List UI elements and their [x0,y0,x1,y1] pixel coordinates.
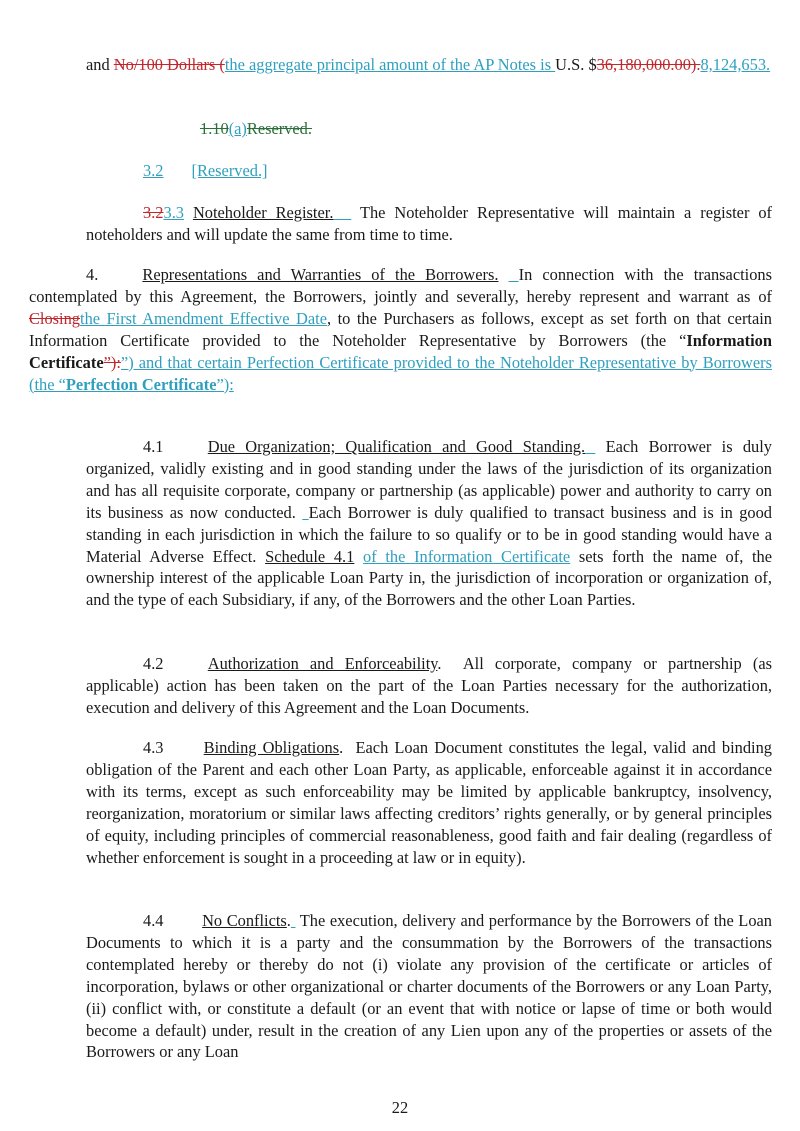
section-3-2-number: 3.2 [143,161,164,180]
inserted-aggregate-text: the aggregate principal amount of the AP Notes is [224,55,556,74]
deleted-reserved: Reserved. [246,119,312,138]
inserted-3-3-number: 3.3 [163,203,184,222]
section-4-3-number: 4.3 [143,738,164,757]
inserted-effective-date: the First Amendment Effective Date [80,308,327,328]
section-4-number: 4. [86,265,99,284]
section-4-title: Representations and Warranties of the Borrowers. [142,265,499,284]
dollar-sign: $ [588,55,597,74]
section-1-10-deleted [200,118,312,140]
section-3-2 [143,160,268,182]
intro-us: U.S. [555,55,585,74]
intro-paragraph [86,54,772,76]
section-4-3-title: Binding Obligations [203,738,340,757]
section-4-1-text-1: Each Borrower is duly organized, validly existing and in good standing under the laws of the jurisdiction of its organization and has all requisite corporate, company or partnership (as applicable) power and authority to carry on its business as now conducted. [86,437,772,522]
deleted-closing: Closing [29,308,81,328]
deleted-1-10: 1.10 [200,119,229,138]
intro-and: and [86,55,110,74]
section-4-1-title: Due Organization; Qualification and Good Standing. [207,437,586,456]
section-4-2: 4.2 Authorization and Enforceability. All corporate, company or partnership (as applicable) action has been taken on the part of the Loan Parties necessary for the authorization, execution and delivery of this Agreement and the Loan Documents. [86,654,772,717]
section-4-1-number: 4.1 [143,437,164,456]
section-4-3-body: Each Loan Document constitutes the legal, valid and binding obligation of the Parent and each other Loan Party, as applicable, enforceable against it in accordance with its terms, except as such enforceability may be limited by applicable bankruptcy, insolvency, reorganization, moratorium or similar laws affecting creditors’ rights generally, or by general principles of equity, including principles of commercial reasonableness, good faith and fair dealing (regardless of whether enforcement is sought in a proceeding at law or in equity). [86,738,772,867]
deleted-3-2-number: 3.2 [143,203,164,222]
section-4-2-body: All corporate, company or partnership (as applicable) action has been taken on the part of the Loan Parties necessary for the authorization, execution and delivery of this Agreement and the Loan Documents. [86,654,772,717]
section-4-4: 4.4 No Conflicts. The execution, delivery and performance by the Borrowers of the Loan Documents to which it is a party and the consummation by the Borrowers of the transactions contemplated hereby or thereby do not (i) violate any provision of the certificate or articles of incorporation, bylaws or other organizational or charter documents of the Borrowers or any Loan Party, (ii) conflict with, or constitute a default (or an event that with notice or lapse of time or both would become a default) under, result in the creation of any Lien upon any of the properties or assets of the Borrowers or any Loan [86,911,772,1062]
section-4-1-text-2: Each Borrower is duly qualified to transact business and is in good standing in each jurisdiction in which the failure to so qualify or to be in good standing would have a Material Adverse Effect. [86,502,772,566]
section-4-4-number: 4.4 [143,911,164,930]
section-3-3 [86,202,772,246]
section-4-3: 4.3 Binding Obligations. Each Loan Document constitutes the legal, valid and binding obligation of the Parent and each other Loan Party, as applicable, enforceable against it in accordance with its terms, except as such enforceability may be limited by applicable bankruptcy, insolvency, reorganization, moratorium or similar laws affecting creditors’ rights generally, or by general principles of equity, including principles of commercial reasonableness, good faith and fair dealing (regardless of whether enforcement is sought in a proceeding at law or in equity). [86,738,772,867]
section-3-3-title: Noteholder Register. [192,203,334,222]
deleted-quote: ”): [103,352,121,372]
section-4-1-text-3: sets forth the name of, the ownership interest of the applicable Loan Party in, the jurisdiction of incorporation or organization of, and the type of each Subsidiary, if any, of the Borrowers and the other Loan Parties. [86,546,772,610]
inserted-closing-quote: ”): [216,374,234,394]
inserted-perfection-text: ”) and that certain Perfection Certificate provided to the Noteholder Representative by Borrowers (the “ [29,352,772,394]
section-4 [29,264,772,395]
section-4-text-1: In connection with the transactions contemplated by this Agreement, the Borrowers, jointly and severally, hereby represent and warrant as of [29,265,772,306]
page-number: 22 [391,1098,409,1117]
schedule-4-1: Schedule 4.1 [265,546,355,566]
section-4-4-title: No Conflicts [202,911,287,930]
inserted-amount: 8,124,653. [700,55,771,74]
information-certificate-term: Information Certificate [29,330,772,372]
section-3-3-body: The Noteholder Representative will maintain a register of noteholders and will update the same from time to time. [86,203,772,244]
section-3-2-inserted [143,161,268,180]
deleted-amount: 36,180,000.00). [596,55,701,74]
inserted-info-certificate: of the Information Certificate [363,546,571,566]
section-4-4-body: The execution, delivery and performance by the Borrowers of the Loan Documents to which it is a party and the consummation by the Borrowers of the transactions contemplated hereby or thereby do not (i) violate any provision of the certificate or articles of incorporation, bylaws or other organizational or charter documents of the Borrowers or any Loan Party, (ii) conflict with, or constitute a default (or an event that with notice or lapse of time or both would become a default) under, result in the creation of any Lien upon any of the properties or assets of the Borrowers or any Loan [86,911,772,1062]
section-4-text-2: , to the Purchasers as follows, except as set forth on that certain Information Certificate provided to the Noteholder Representative by Borrowers (the “ [29,308,772,350]
deleted-dollars-text: No/100 Dollars ( [113,55,225,74]
section-4-2-title: Authorization and Enforceability [207,654,438,673]
section-4-1 [86,436,772,611]
section-4-2-number: 4.2 [143,654,164,673]
section-3-2-title: [Reserved.] [191,161,268,180]
inserted-a: (a) [228,119,247,138]
perfection-certificate-term: Perfection Certificate [65,374,217,394]
